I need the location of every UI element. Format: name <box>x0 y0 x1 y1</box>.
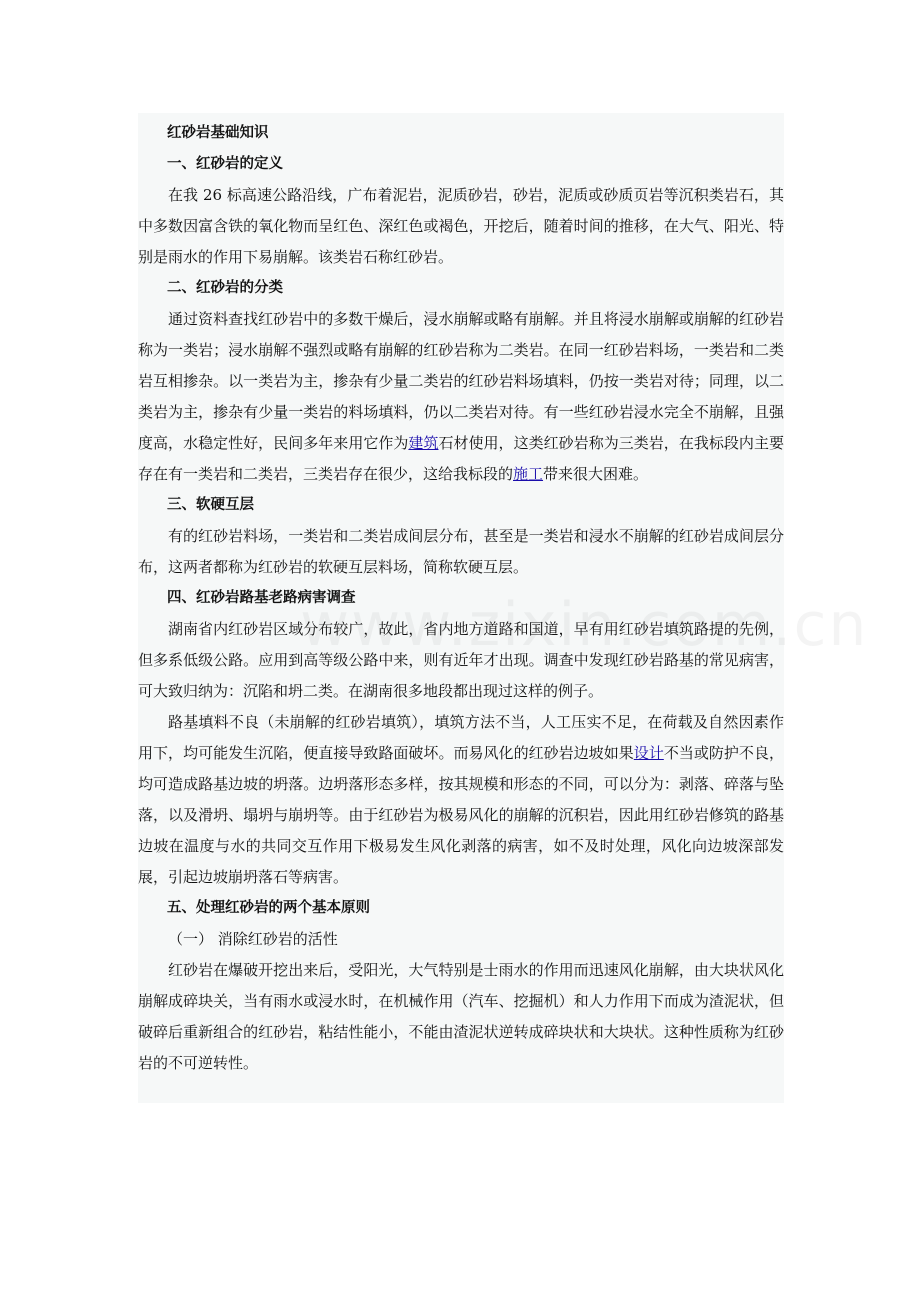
link-shigong[interactable]: 施工 <box>513 465 544 483</box>
section-4-text-b: 不当或防护不良，均可造成路基边坡的坍落。边坍落形态多样，按其规模和形态的不同，可以分为：剥落、碎落与坠落，以及滑坍、塌坍与崩坍等。由于红砂岩为极易风化的崩解的沉积岩，因此用红砂岩修筑的路基边坡在温度与水的共同交互作用下极易发生风化剥落的病害，如不及时处理，风化向边坡深部发展，引起边坡崩坍落石等病害。 <box>138 744 784 886</box>
section-1-paragraph: 在我 26 标高速公路沿线，广布着泥岩，泥质砂岩，砂岩，泥质或砂质页岩等沉积类岩石，其中多数因富含铁的氧化物而呈红色、深红色或褐色，开挖后，随着时间的推移，在大气、阳光、特别是雨水的作用下易崩解。该类岩石称红砂岩。 <box>138 186 784 266</box>
section-1-heading: 一、红砂岩的定义 <box>167 156 283 172</box>
section-3-heading: 三、软硬互层 <box>167 497 254 513</box>
section-2-text-b: 石材使用，这类红砂岩称为三类岩，在我标段内主要存在有一类岩和二类岩，三类岩存在很少，这给我标段的 <box>138 434 784 483</box>
section-4-paragraph-2 <box>138 707 784 893</box>
document-title: 红砂岩基础知识 <box>167 125 269 141</box>
section-2-paragraph <box>138 304 784 490</box>
section-5-heading: 五、处理红砂岩的两个基本原则 <box>167 900 370 916</box>
section-4-paragraph-1: 湖南省内红砂岩区域分布较广，故此，省内地方道路和国道，早有用红砂岩填筑路提的先例，但多系低级公路。应用到高等级公路中来，则有近年才出现。调查中发现红砂岩路基的常见病害，可大致归纳为：沉陷和坍二类。在湖南很多地段都出现过这样的例子。 <box>138 620 784 700</box>
document-body <box>138 118 784 1079</box>
section-2-heading: 二、红砂岩的分类 <box>167 280 283 296</box>
section-5-subheading: （一） 消除红砂岩的活性 <box>168 930 338 948</box>
section-2-text-c: 带来很大困难。 <box>543 465 649 483</box>
link-jianzhu[interactable]: 建筑 <box>408 434 439 452</box>
section-2-text-a: 通过资料查找红砂岩中的多数干燥后，浸水崩解或略有崩解。并且将浸水崩解或崩解的红砂岩称为一类岩；浸水崩解不强烈或略有崩解的红砂岩称为二类岩。在同一红砂岩料场，一类岩和二类岩互相掺杂。以一类岩为主，掺杂有少量二类岩的红砂岩料场填料，仍按一类岩对待；同理，以二类岩为主，掺杂有少量一类岩的料场填料，仍以二类岩对待。有一些红砂岩浸水完全不崩解，且强度高，水稳定性好，民间多年来用它作为 <box>138 310 784 452</box>
link-sheji[interactable]: 设计 <box>633 744 664 762</box>
section-5-paragraph: 红砂岩在爆破开挖出来后，受阳光，大气特别是士雨水的作用而迅速风化崩解，由大块状风化崩解成碎块关，当有雨水或浸水时，在机械作用（汽车、挖掘机）和人力作用下而成为渣泥状，但破碎后重新组合的红砂岩，粘结性能小，不能由渣泥状逆转成碎块状和大块状。这种性质称为红砂岩的不可逆转性。 <box>138 961 784 1072</box>
section-3-paragraph: 有的红砂岩料场，一类岩和二类岩成间层分布，甚至是一类岩和浸水不崩解的红砂岩成间层分布，这两者都称为红砂岩的软硬互层料场，简称软硬互层。 <box>138 527 784 576</box>
section-4-text-a: 路基填料不良（未崩解的红砂岩填筑），填筑方法不当，人工压实不足，在荷载及自然因素作用下，均可能发生沉陷，便直接导致路面破坏。而易风化的红砂岩边坡如果 <box>138 713 784 762</box>
section-4-heading: 四、红砂岩路基老路病害调查 <box>167 590 356 606</box>
